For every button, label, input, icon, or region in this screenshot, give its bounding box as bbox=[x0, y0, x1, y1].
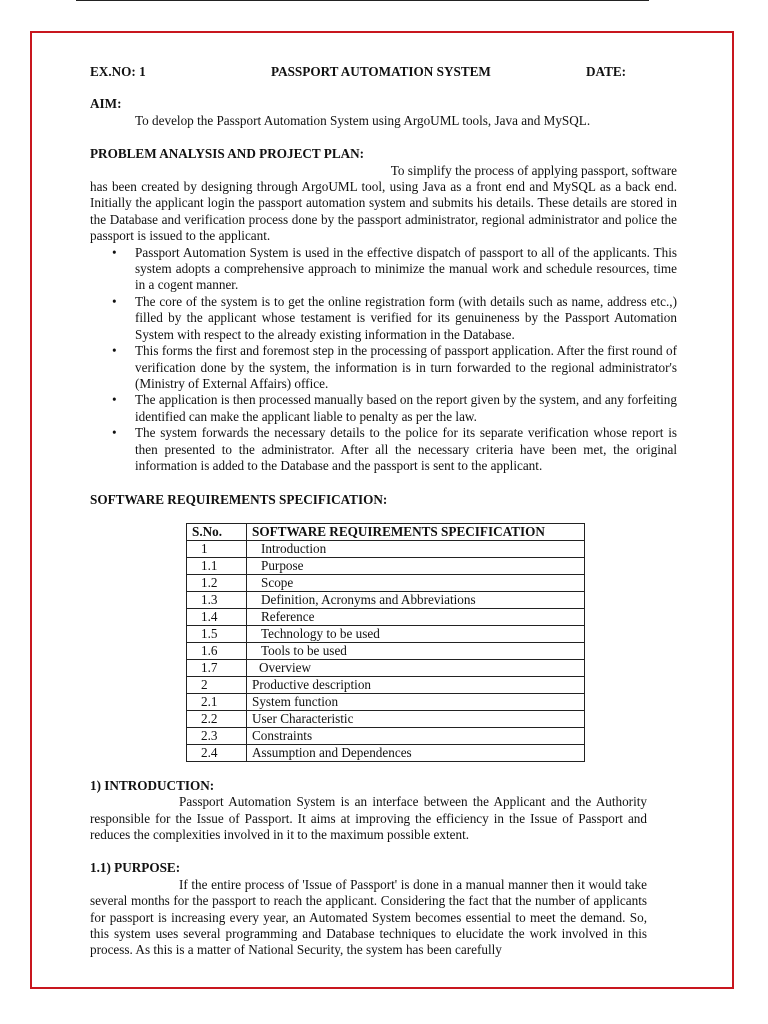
bullet-icon: • bbox=[112, 293, 117, 309]
table-row: 2 Productive description bbox=[187, 676, 585, 693]
table-row: 1.4 Reference bbox=[187, 608, 585, 625]
list-item: • This forms the first and foremost step in the processing of passport application. After the first round of verification done by the system, the information is in turn forwarded to the regional administrator's (Ministry of External Affairs) office. bbox=[112, 343, 677, 391]
bullet-icon: • bbox=[112, 392, 117, 408]
table-row: 2.4 Assumption and Dependences bbox=[187, 744, 585, 761]
table-row: 2.3 Constraints bbox=[187, 727, 585, 744]
srs-table bbox=[186, 523, 585, 762]
introduction-heading: 1) INTRODUCTION: bbox=[90, 777, 215, 793]
table-row: 2.2 User Characteristic bbox=[187, 710, 585, 727]
document-body bbox=[90, 64, 677, 959]
bullet-icon: • bbox=[112, 425, 117, 441]
list-item: • The system forwards the necessary details to the police for its separate verification whose report is then presented to the administrator. After all the necessary criteria have been met, the original information is added to the Database and the passport is sent to the applicant. bbox=[112, 425, 677, 473]
table-header-title: SOFTWARE REQUIREMENTS SPECIFICATION bbox=[247, 523, 585, 540]
purpose-heading: 1.1) PURPOSE: bbox=[90, 860, 181, 876]
header-row bbox=[90, 64, 677, 80]
table-row: 2.1 System function bbox=[187, 693, 585, 710]
analysis-intro-first-line: To simplify the process of applying passport, software bbox=[390, 162, 677, 178]
purpose-text: If the entire process of 'Issue of Passport' is done in a manual manner then it would take several months for the passport to reach the applicant. Considering the fact that the number of applicants for passport is increasing every year, an Automated System becomes essential to meet the demand. So, this system uses several programming and Database techniques to elucidate the work involved in this process. As this is a matter of National Security, the system has been carefully bbox=[90, 876, 647, 958]
list-item: • The core of the system is to get the online registration form (with details such as name, address etc.,) filled by the applicant whose testament is verified for its genuineness by the Passport Automation System with respect to the already existing information in the Database. bbox=[112, 293, 677, 342]
introduction-text: Passport Automation System is an interface between the Applicant and the Authority responsible for the Issue of Passport. It aims at improving the efficiency in the Issue of Passport and reduces the complexities involved in it to the maximum possible extent. bbox=[90, 794, 647, 842]
table-row: 1.6 Tools to be used bbox=[187, 642, 585, 659]
table-row: 1.3 Definition, Acronyms and Abbreviations bbox=[187, 591, 585, 608]
list-item: • The application is then processed manually based on the report given by the system, and any forfeiting identified can make the applicant liable to penalty as per the law. bbox=[112, 392, 677, 424]
analysis-intro: has been created by designing through ArgoUML tool, using Java as a front end and MySQL as a back end. Initially the applicant login the passport automation system and submits his details. These details are stored in the Database and verification process done by the passport administrator, regional administrator and police the passport is issued to the applicant. bbox=[90, 179, 677, 244]
table-row: 1.1 Purpose bbox=[187, 557, 585, 574]
analysis-bullet-list bbox=[90, 245, 677, 475]
aim-text: To develop the Passport Automation System using ArgoUML tools, Java and MySQL. bbox=[135, 112, 591, 128]
aim-heading: AIM: bbox=[90, 96, 122, 112]
table-row: 1.5 Technology to be used bbox=[187, 625, 585, 642]
srs-heading: SOFTWARE REQUIREMENTS SPECIFICATION: bbox=[90, 492, 388, 508]
bullet-icon: • bbox=[112, 343, 117, 359]
table-row: 1.7 Overview bbox=[187, 659, 585, 676]
table-header-row bbox=[187, 523, 585, 540]
document-title: PASSPORT AUTOMATION SYSTEM bbox=[271, 64, 491, 79]
bullet-icon: • bbox=[112, 244, 117, 260]
top-rule bbox=[76, 0, 649, 1]
analysis-heading: PROBLEM ANALYSIS AND PROJECT PLAN: bbox=[90, 146, 365, 162]
date-label: DATE: bbox=[586, 64, 627, 79]
exercise-number: EX.NO: 1 bbox=[90, 64, 146, 79]
table-header-sno: S.No. bbox=[187, 523, 247, 540]
list-item: • Passport Automation System is used in the effective dispatch of passport to all of the applicants. This system adopts a comprehensive approach to minimize the manual work and schedule resources, time in a cogent manner. bbox=[112, 244, 677, 293]
table-row: 1.2 Scope bbox=[187, 574, 585, 591]
table-row: 1 Introduction bbox=[187, 540, 585, 557]
